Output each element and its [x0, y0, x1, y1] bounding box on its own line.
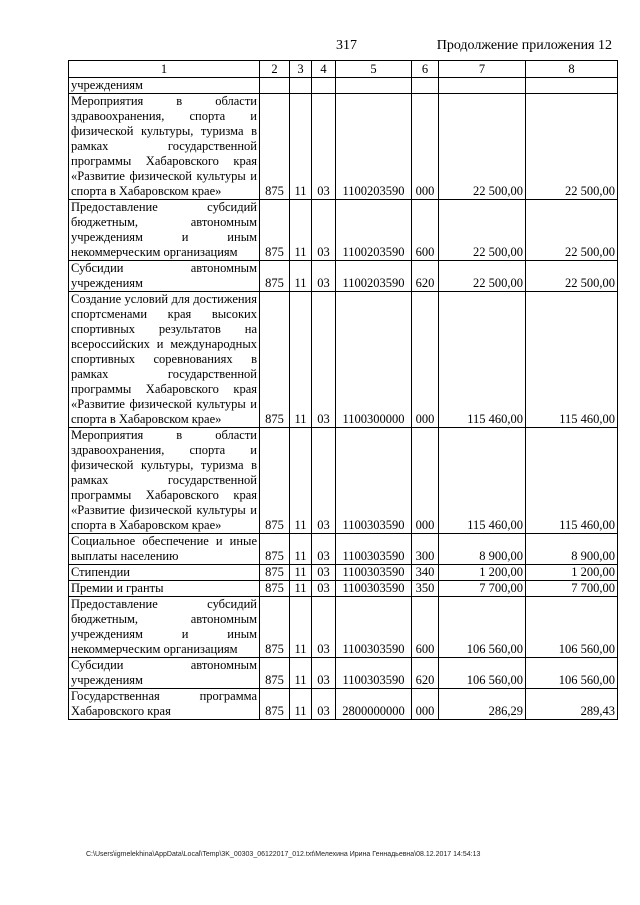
row-name: Предоставление субсидий бюджетным, автономным учреждениям и иным некоммерческим организациям [69, 597, 260, 658]
amount-year-1: 106 560,00 [439, 658, 526, 689]
table-body [69, 78, 618, 720]
row-name: Государственная программа Хабаровского края [69, 689, 260, 720]
chapter-code: 875 [260, 565, 290, 581]
expense-type-code: 620 [412, 261, 439, 292]
expense-type-code: 000 [412, 689, 439, 720]
chapter-code: 875 [260, 428, 290, 534]
amount-year-2: 289,43 [526, 689, 618, 720]
table-row [69, 565, 618, 581]
column-header: 8 [526, 61, 618, 78]
expense-type-code: 600 [412, 200, 439, 261]
column-header: 3 [290, 61, 312, 78]
budget-table [68, 60, 618, 720]
subsection-code [312, 78, 336, 94]
chapter-code: 875 [260, 597, 290, 658]
row-name: Мероприятия в области здравоохранения, спорта и физической культуры, туризма в рамках государственной программы Хабаровского края «Развитие физической культуры и спорта в Хабаровском крае» [69, 428, 260, 534]
row-name: Премии и гранты [69, 581, 260, 597]
chapter-code: 875 [260, 689, 290, 720]
chapter-code: 875 [260, 658, 290, 689]
target-article-code: 1100303590 [336, 597, 412, 658]
expense-type-code: 300 [412, 534, 439, 565]
target-article-code: 1100203590 [336, 200, 412, 261]
row-name: Субсидии автономным учреждениям [69, 261, 260, 292]
row-name: учреждениям [69, 78, 260, 94]
column-header: 6 [412, 61, 439, 78]
subsection-code: 03 [312, 200, 336, 261]
section-code [290, 78, 312, 94]
expense-type-code: 000 [412, 94, 439, 200]
table-row [69, 78, 618, 94]
subsection-code: 03 [312, 534, 336, 565]
subsection-code: 03 [312, 292, 336, 428]
table-row [69, 292, 618, 428]
amount-year-1: 7 700,00 [439, 581, 526, 597]
section-code: 11 [290, 428, 312, 534]
row-name: Создание условий для достижения спортсменами края высоких спортивных результатов на всероссийских и международных спортивных соревнованиях в рамках государственной программы Хабаровского края «Развитие физической культуры и спорта в Хабаровском крае» [69, 292, 260, 428]
section-code: 11 [290, 689, 312, 720]
table-row [69, 658, 618, 689]
section-code: 11 [290, 658, 312, 689]
table-row [69, 597, 618, 658]
target-article-code: 1100303590 [336, 658, 412, 689]
section-code: 11 [290, 94, 312, 200]
section-code: 11 [290, 565, 312, 581]
section-code: 11 [290, 581, 312, 597]
row-name: Субсидии автономным учреждениям [69, 658, 260, 689]
table-row [69, 261, 618, 292]
amount-year-2 [526, 78, 618, 94]
column-header: 2 [260, 61, 290, 78]
target-article-code [336, 78, 412, 94]
target-article-code: 1100303590 [336, 428, 412, 534]
subsection-code: 03 [312, 689, 336, 720]
table-header-row [69, 61, 618, 78]
target-article-code: 1100303590 [336, 534, 412, 565]
amount-year-2: 115 460,00 [526, 292, 618, 428]
amount-year-2: 22 500,00 [526, 261, 618, 292]
subsection-code: 03 [312, 658, 336, 689]
amount-year-2: 1 200,00 [526, 565, 618, 581]
expense-type-code: 000 [412, 428, 439, 534]
amount-year-1: 22 500,00 [439, 200, 526, 261]
chapter-code [260, 78, 290, 94]
column-header: 7 [439, 61, 526, 78]
expense-type-code: 340 [412, 565, 439, 581]
subsection-code: 03 [312, 94, 336, 200]
subsection-code: 03 [312, 581, 336, 597]
section-code: 11 [290, 534, 312, 565]
amount-year-1: 8 900,00 [439, 534, 526, 565]
file-path-footer: C:\Users\igmelekhina\AppData\Local\Temp\3K_00303_06122017_012.txt\Мелехина Ирина Геннадьевна\08.12.2017 14:54:13 [86, 851, 481, 858]
table-row [69, 689, 618, 720]
amount-year-1: 115 460,00 [439, 428, 526, 534]
chapter-code: 875 [260, 534, 290, 565]
amount-year-1: 22 500,00 [439, 94, 526, 200]
chapter-code: 875 [260, 292, 290, 428]
amount-year-1: 286,29 [439, 689, 526, 720]
amount-year-2: 106 560,00 [526, 658, 618, 689]
target-article-code: 1100303590 [336, 565, 412, 581]
expense-type-code: 350 [412, 581, 439, 597]
target-article-code: 1100300000 [336, 292, 412, 428]
table-row [69, 94, 618, 200]
amount-year-1: 106 560,00 [439, 597, 526, 658]
section-code: 11 [290, 597, 312, 658]
amount-year-2: 7 700,00 [526, 581, 618, 597]
row-name: Мероприятия в области здравоохранения, спорта и физической культуры, туризма в рамках государственной программы Хабаровского края «Развитие физической культуры и спорта в Хабаровском крае» [69, 94, 260, 200]
amount-year-2: 106 560,00 [526, 597, 618, 658]
section-code: 11 [290, 292, 312, 428]
table-row [69, 534, 618, 565]
subsection-code: 03 [312, 261, 336, 292]
amount-year-1 [439, 78, 526, 94]
chapter-code: 875 [260, 581, 290, 597]
row-name: Социальное обеспечение и иные выплаты населению [69, 534, 260, 565]
column-header: 5 [336, 61, 412, 78]
appendix-continuation: Продолжение приложения 12 [436, 38, 612, 53]
target-article-code: 1100203590 [336, 94, 412, 200]
chapter-code: 875 [260, 200, 290, 261]
subsection-code: 03 [312, 597, 336, 658]
target-article-code: 1100303590 [336, 581, 412, 597]
amount-year-2: 8 900,00 [526, 534, 618, 565]
section-code: 11 [290, 200, 312, 261]
column-header: 1 [69, 61, 260, 78]
row-name: Стипендии [69, 565, 260, 581]
amount-year-1: 1 200,00 [439, 565, 526, 581]
table-row [69, 428, 618, 534]
section-code: 11 [290, 261, 312, 292]
table-row [69, 200, 618, 261]
expense-type-code: 620 [412, 658, 439, 689]
table-row [69, 581, 618, 597]
subsection-code: 03 [312, 565, 336, 581]
column-header: 4 [312, 61, 336, 78]
page-number: 317 [336, 38, 357, 53]
expense-type-code: 000 [412, 292, 439, 428]
amount-year-1: 22 500,00 [439, 261, 526, 292]
expense-type-code: 600 [412, 597, 439, 658]
subsection-code: 03 [312, 428, 336, 534]
amount-year-2: 22 500,00 [526, 94, 618, 200]
chapter-code: 875 [260, 261, 290, 292]
amount-year-1: 115 460,00 [439, 292, 526, 428]
amount-year-2: 115 460,00 [526, 428, 618, 534]
target-article-code: 1100203590 [336, 261, 412, 292]
row-name: Предоставление субсидий бюджетным, автономным учреждениям и иным некоммерческим организациям [69, 200, 260, 261]
chapter-code: 875 [260, 94, 290, 200]
amount-year-2: 22 500,00 [526, 200, 618, 261]
expense-type-code [412, 78, 439, 94]
target-article-code: 2800000000 [336, 689, 412, 720]
